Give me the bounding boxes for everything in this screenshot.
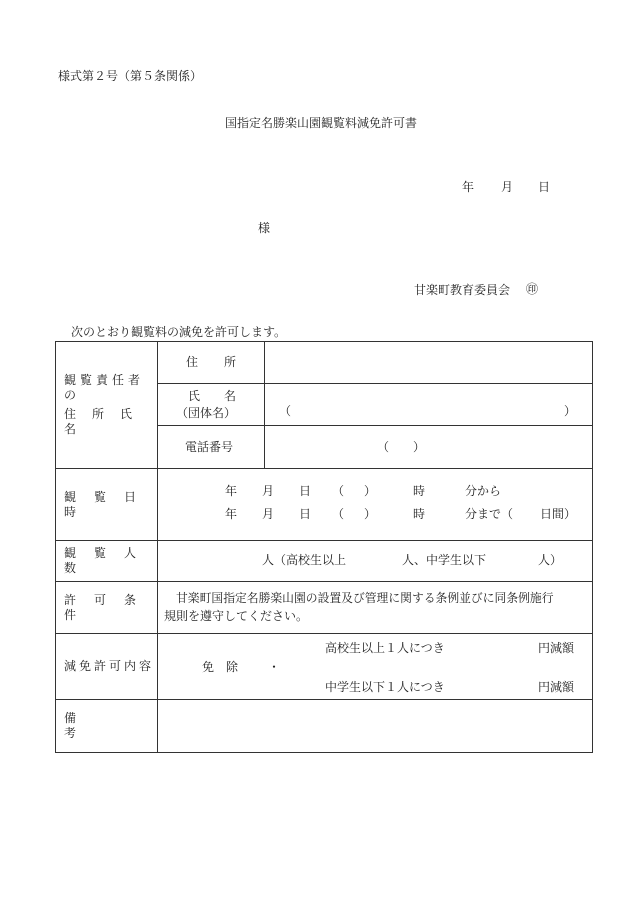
date-month: 月 <box>501 180 514 194</box>
dt-paren-open-1: （ <box>332 483 345 498</box>
name-label: 氏名 <box>188 388 261 403</box>
name-field[interactable] <box>265 384 593 426</box>
reduction-label-cell <box>56 634 158 700</box>
address-label-cell <box>158 342 265 384</box>
dt-paren-open-2: （ <box>332 506 345 521</box>
reduction-label: 減免許可内容 <box>64 659 155 673</box>
seal-mark: ㊞ <box>526 282 539 296</box>
responsible-label-2: 住所氏名 <box>64 407 149 436</box>
responsible-label-line1 <box>56 373 157 403</box>
form-number: 様式第２号（第５条関係） <box>58 69 203 83</box>
conditions-label-cell <box>56 582 158 634</box>
date-day: 日 <box>538 180 551 194</box>
conditions-text-cell <box>158 582 593 634</box>
count-label-cell <box>56 541 158 582</box>
reduction-junior-yen: 円減額 <box>538 679 575 694</box>
remarks-label: 備考 <box>64 711 133 740</box>
reduction-lines <box>158 641 592 693</box>
group-paren-open: （ <box>279 404 292 418</box>
intro-text: 次のとおり観覧料の減免を許可します。 <box>71 325 287 339</box>
count-part-2: 人、中学生以下 <box>402 553 487 567</box>
datetime-field[interactable] <box>158 469 593 541</box>
dt-paren-close-2: ） <box>364 506 377 521</box>
dt-until: 分まで（ <box>465 506 514 521</box>
phone-paren: （ ） <box>377 440 426 454</box>
remarks-field[interactable] <box>158 700 593 753</box>
count-line <box>158 553 592 569</box>
count-label: 観覧人数 <box>64 546 155 575</box>
count-part-1: 人（高校生以上 <box>262 553 347 567</box>
reduction-high-line: 高校生以上１人につき <box>325 640 445 655</box>
dt-days: 日間） <box>540 506 577 521</box>
dt-hour-2: 時 <box>413 506 426 521</box>
conditions-line-2: 規則を遵守してください。 <box>164 609 309 624</box>
reduction-junior-line: 中学生以下１人につき <box>325 679 445 694</box>
reduction-high-yen: 円減額 <box>538 640 575 655</box>
conditions-line-1: 甘楽町国指定名勝楽山園の設置及び管理に関する条例並びに同条例施行 <box>176 590 554 605</box>
conditions-label: 許可条件 <box>64 592 155 622</box>
group-label: （団体名） <box>176 405 237 420</box>
dt-month-2: 月 <box>262 506 275 521</box>
issuer: 甘楽町教育委員会 <box>414 283 511 297</box>
reduction-field[interactable] <box>158 634 593 700</box>
datetime-label-cell <box>56 469 158 541</box>
address-field[interactable] <box>265 342 593 384</box>
reduction-dot: ・ <box>268 659 281 674</box>
addressee-suffix: 様 <box>258 221 271 235</box>
dt-month-1: 月 <box>262 483 275 498</box>
date-year: 年 <box>462 180 475 194</box>
dt-day-2: 日 <box>299 506 312 521</box>
phone-label-cell <box>158 426 265 469</box>
group-paren-close: ） <box>563 404 576 418</box>
address-label: 住所 <box>186 355 263 369</box>
page-title: 国指定名勝楽山園観覧料減免許可書 <box>225 116 418 130</box>
dt-from: 分から <box>465 483 502 498</box>
dt-year-1: 年 <box>225 483 238 498</box>
responsible-label-1: 観覧責任者の <box>64 373 145 402</box>
dt-day-1: 日 <box>299 483 312 498</box>
name-label-cell <box>158 384 265 426</box>
phone-field[interactable] <box>265 426 593 469</box>
count-part-3: 人） <box>538 553 563 567</box>
remarks-label-cell <box>56 700 158 753</box>
dt-hour-1: 時 <box>413 483 426 498</box>
count-field[interactable] <box>158 541 593 582</box>
responsible-label-cell <box>56 342 158 469</box>
dt-paren-close-1: ） <box>364 483 377 498</box>
reduction-permit-table <box>55 341 593 753</box>
dt-year-2: 年 <box>225 506 238 521</box>
datetime-lines <box>158 482 592 528</box>
phone-label: 電話番号 <box>185 439 234 454</box>
datetime-label: 観覧日時 <box>64 489 155 519</box>
reduction-exempt: 免 除 <box>202 659 239 674</box>
